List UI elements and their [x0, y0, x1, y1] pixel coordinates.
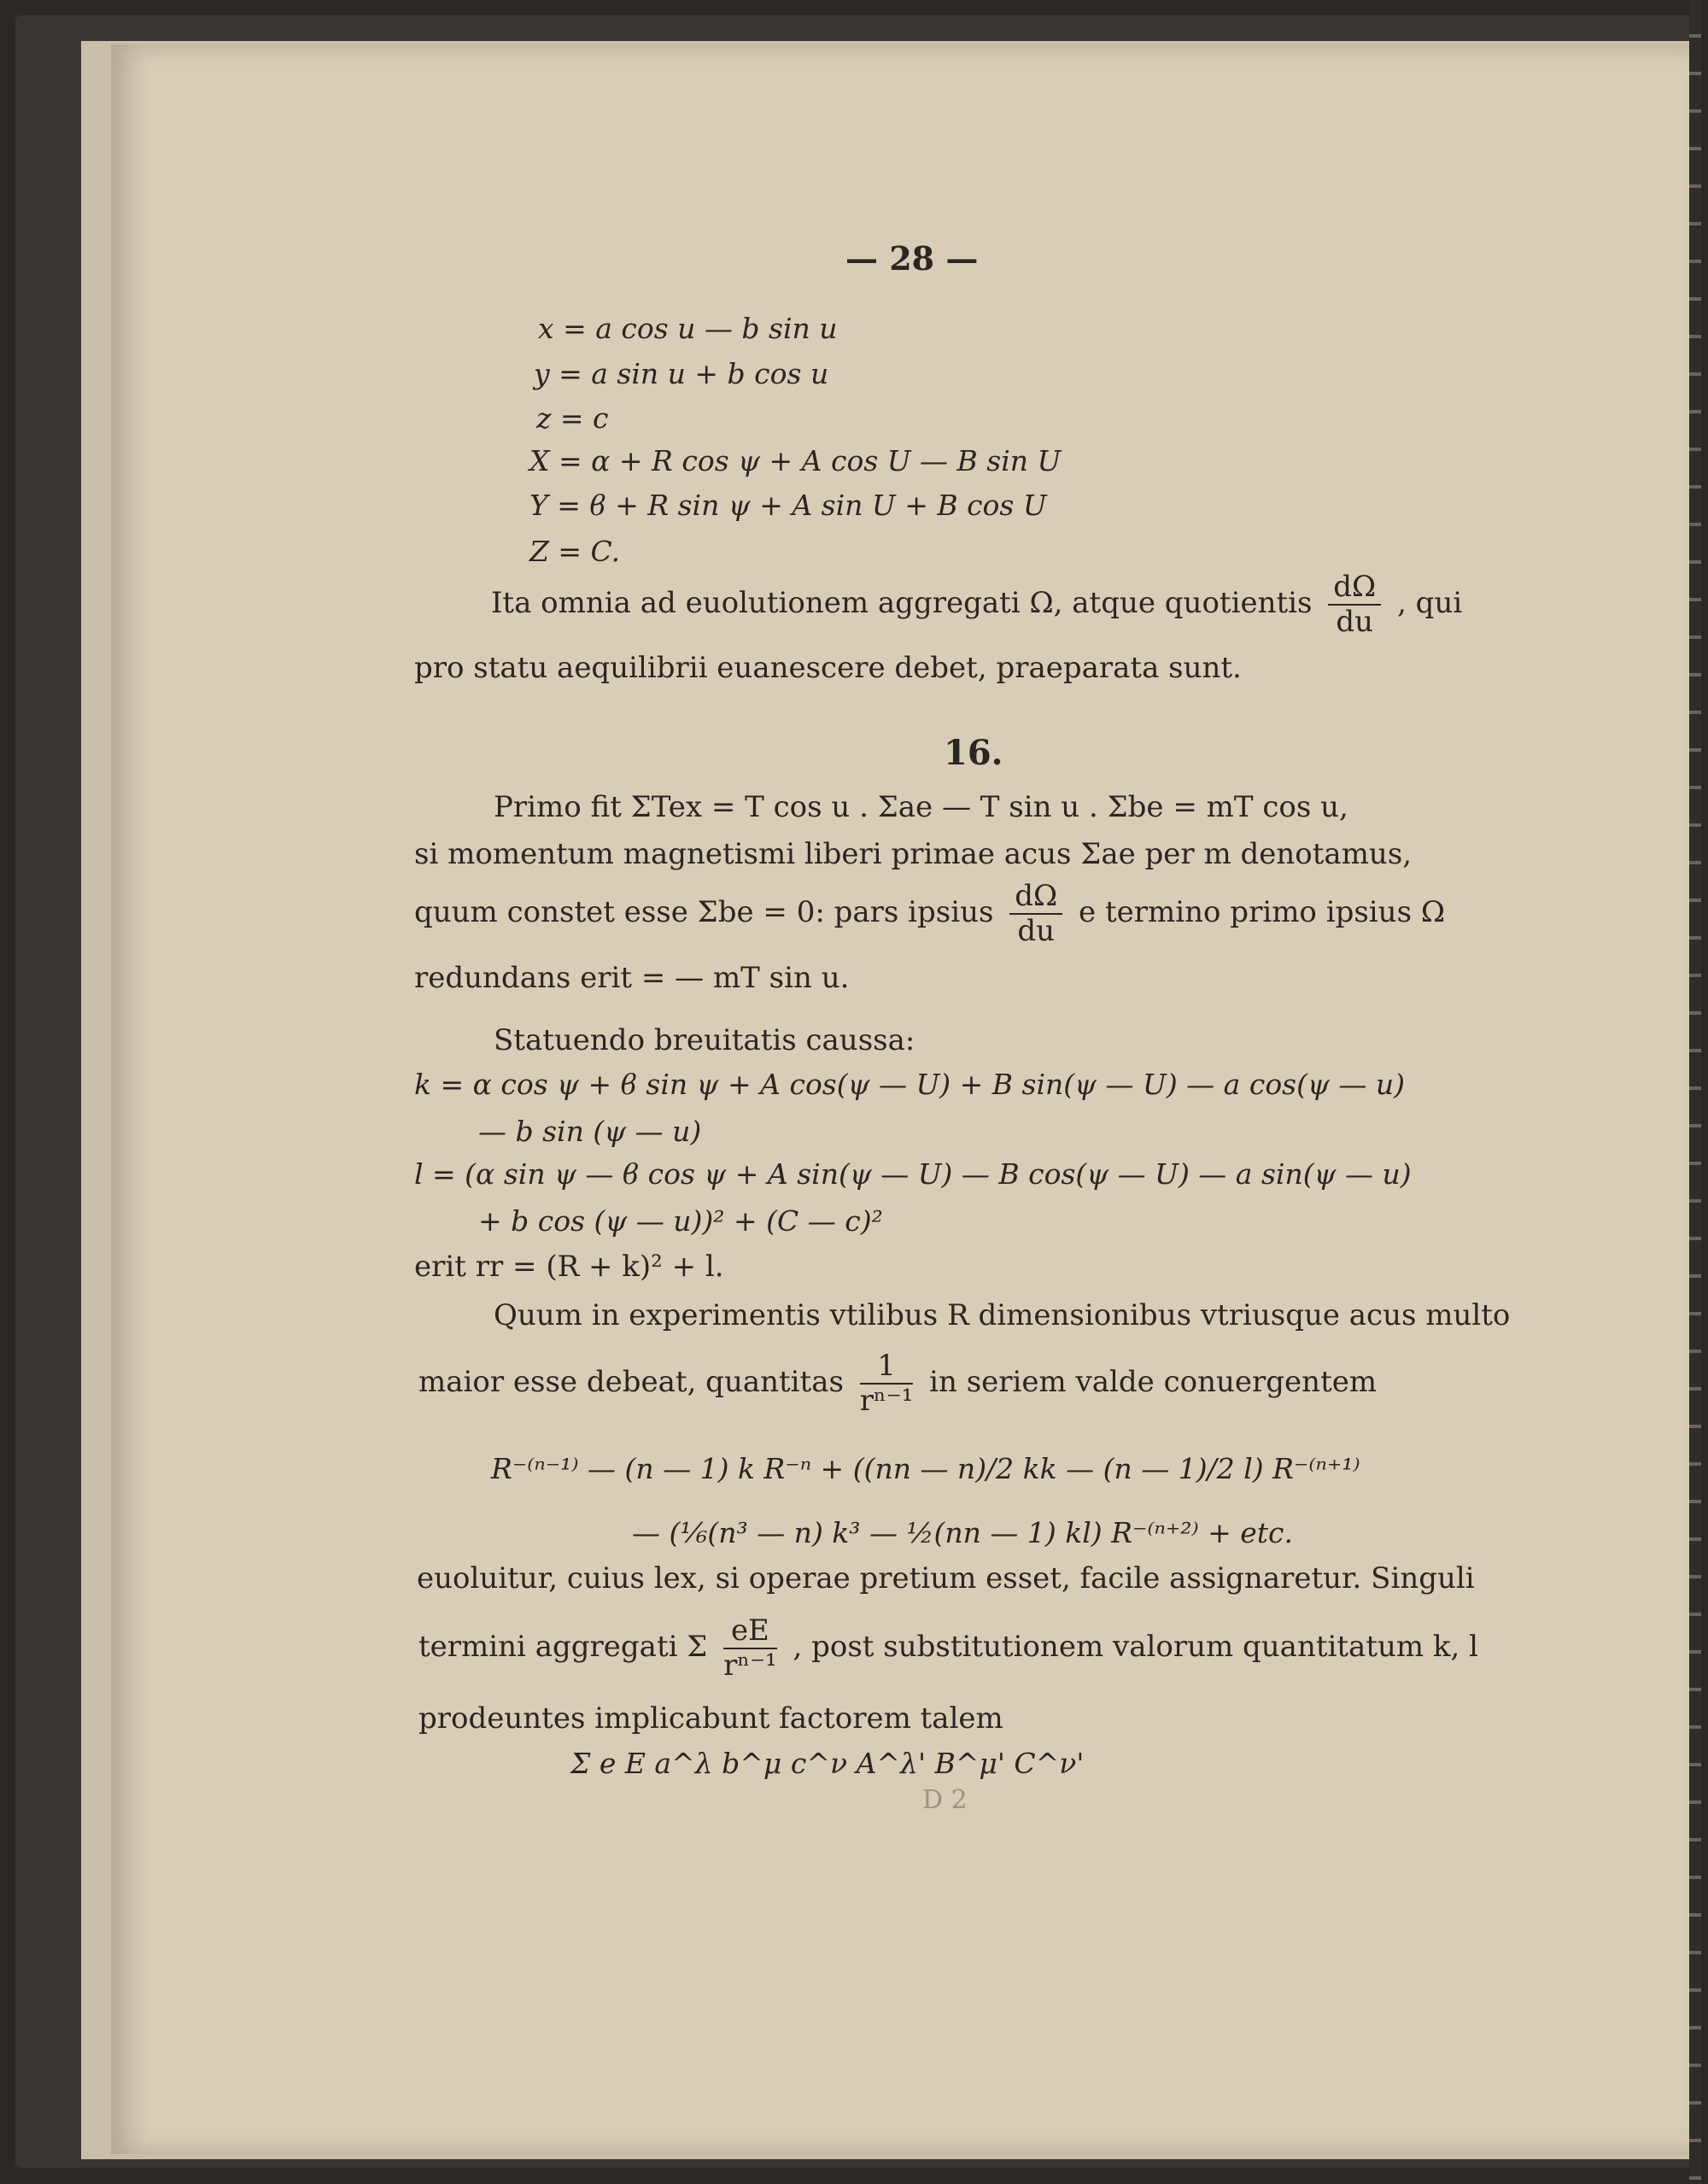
series-line-1: R⁻⁽ⁿ⁻¹⁾ — (n — 1) k R⁻ⁿ + ((nn — n)/2 kk — (n — 1)/2 l) R⁻⁽ⁿ⁺¹⁾ [491, 1452, 1360, 1485]
equation-Z: Z = C. [529, 535, 621, 568]
p5-frac-den: rⁿ⁻¹ [723, 1648, 777, 1683]
paragraph-2-line-1: Primo fit ΣTex = T cos u . Σae — T sin u . Σbe = mT cos u, [494, 790, 1348, 824]
equation-erit: erit rr = (R + k)² + l. [414, 1250, 724, 1284]
paragraph-4-line-2 [418, 1350, 1377, 1418]
p2-frac-den: du [1017, 914, 1056, 949]
p1-frac-den: du [1336, 605, 1374, 640]
equation-k-line-1: k = α cos ψ + ϐ sin ψ + A cos(ψ — U) + B sin(ψ — U) — a cos(ψ — u) [414, 1068, 1405, 1101]
paragraph-3-line-1: Statuendo breuitatis caussa: [494, 1023, 915, 1057]
paragraph-2-line-2: si momentum magnetismi liberi primae acus Σae per m denotamus, [414, 837, 1413, 871]
p5-frac-num: eE [723, 1614, 777, 1649]
paragraph-5-line-2 [418, 1614, 1478, 1683]
paragraph-4-line-1: Quum in experimentis vtilibus R dimensionibus vtriusque acus multo [494, 1298, 1511, 1332]
equation-l-line-1: l = (α sin ψ — ϐ cos ψ + A sin(ψ — U) — B cos(ψ — U) — a sin(ψ — u) [414, 1157, 1412, 1191]
p5-fraction [723, 1614, 777, 1683]
equation-X: X = α + R cos ψ + A cos U — B sin U [529, 444, 1062, 477]
equation-z: z = c [536, 401, 609, 435]
equation-y: y = a sin u + b cos u [534, 357, 829, 390]
p1-frac-num: dΩ [1328, 571, 1381, 606]
p2-text-b: e termino primo ipsius Ω [1079, 895, 1446, 930]
paragraph-2-line-4: redundans erit = — mT sin u. [414, 961, 850, 995]
p4-frac-num: 1 [860, 1350, 914, 1385]
paragraph-1-line-2: pro statu aequilibrii euanescere debet, praeparata sunt. [414, 651, 1242, 685]
p5-text-a: termini aggregati Σ [418, 1630, 708, 1665]
p4-frac-den: rⁿ⁻¹ [859, 1384, 914, 1419]
signature-mark: D 2 [922, 1785, 968, 1815]
equation-k-line-2: — b sin (ψ — u) [478, 1115, 702, 1148]
p5-text-b: , post substitutionem valorum quantitatum k, l [793, 1630, 1479, 1665]
paragraph-1-line-1 [491, 571, 1462, 639]
section-number: 16. [944, 733, 1003, 773]
p4-text-a: maior esse debeat, quantitas [418, 1365, 844, 1400]
equation-x: x = a cos u — b sin u [538, 312, 838, 345]
series-line-2: — (⅙(n³ — n) k³ — ½(nn — 1) kl) R⁻⁽ⁿ⁺²⁾ + etc. [632, 1516, 1294, 1549]
paragraph-5-line-1: euoluitur, cuius lex, si operae pretium esset, facile assignaretur. Singuli [417, 1561, 1475, 1596]
paragraph-5-line-3: prodeuntes implicabunt factorem talem [418, 1701, 1003, 1736]
p2-text-a: quum constet esse Σbe = 0: pars ipsius [414, 895, 994, 930]
page-number: — 28 — [845, 239, 979, 278]
equation-l-line-2: + b cos (ψ — u))² + (C — c)² [478, 1204, 883, 1238]
p2-fraction [1009, 880, 1062, 948]
p1-text-a: Ita omnia ad euolutionem aggregati Ω, atque quotientis [491, 586, 1313, 621]
p4-text-b: in seriem valde conuergentem [929, 1365, 1378, 1400]
p1-fraction [1328, 571, 1381, 639]
p4-fraction [860, 1350, 914, 1418]
p2-frac-num: dΩ [1009, 880, 1062, 915]
paragraph-2-line-3 [414, 880, 1445, 948]
factor-expression: Σ e E a^λ b^μ c^ν A^λ' B^μ' C^ν' [570, 1747, 1085, 1780]
p1-text-b: , qui [1397, 586, 1463, 621]
equation-Y: Y = ϐ + R sin ψ + A sin U + B cos U [529, 489, 1047, 522]
